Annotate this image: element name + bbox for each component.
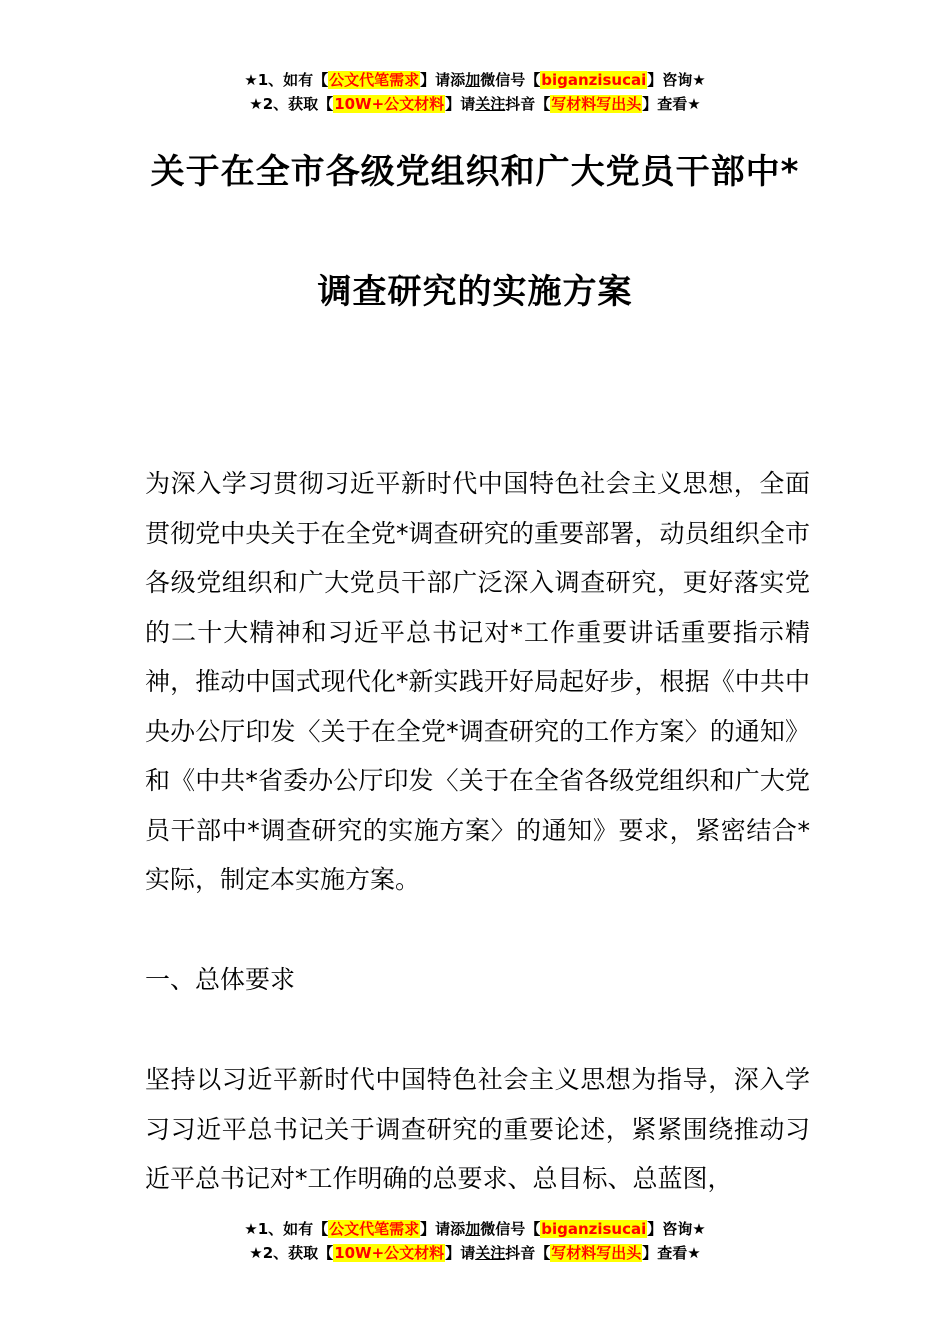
banner-text: 】查看★ xyxy=(642,95,701,113)
banner-line-2 xyxy=(0,1241,950,1265)
banner-text: 抖音【 xyxy=(505,95,551,113)
banner-text: 】请添 xyxy=(420,71,466,89)
banner-text: ★1、如有【 xyxy=(244,1220,329,1238)
document-title-line-1: 关于在全市各级党组织和广大党员干部中* xyxy=(150,152,800,192)
banner-underlined-text: 关注 xyxy=(475,95,506,113)
banner-text: 】查看★ xyxy=(642,1244,701,1262)
banner-text: 】请添 xyxy=(420,1220,466,1238)
banner-highlight: 公文代笔需求 xyxy=(329,1220,420,1238)
banner-highlight-wechat-id: biganzisucai xyxy=(541,71,647,89)
banner-text: 】咨询★ xyxy=(647,71,706,89)
footer-banner xyxy=(0,1217,950,1265)
banner-text: 微信号【 xyxy=(480,1220,541,1238)
header-banner xyxy=(0,68,950,116)
banner-underlined-text: 加 xyxy=(465,71,481,89)
banner-line-2 xyxy=(0,92,950,116)
banner-underlined-text: 关注 xyxy=(475,1244,506,1262)
banner-highlight-douyin-id: 写材料写出头 xyxy=(551,95,642,113)
banner-highlight-douyin-id: 写材料写出头 xyxy=(551,1244,642,1262)
document-title-line-2: 调查研究的实施方案 xyxy=(317,272,633,312)
banner-highlight: 公文代笔需求 xyxy=(329,71,420,89)
body-paragraph-1: 为深入学习贯彻习近平新时代中国特色社会主义思想，全面贯彻党中央关于在全党*调查研究的重要部署，动员组织全市各级党组织和广大党员干部广泛深入调查研究，更好落实党的二十大精神和习近平总书记对*工作重要讲话重要指示精神，推动中国式现代化*新实践开好局起好步，根据《中共中央办公厅印发〈关于在全党*调查研究的工作方案〉的通知》和《中共*省委办公厅印发〈关于在全省各级党组织和广大党员干部中*调查研究的实施方案〉的通知》要求，紧密结合*实际，制定本实施方案。 xyxy=(145,469,810,894)
banner-highlight-wechat-id: biganzisucai xyxy=(541,1220,647,1238)
banner-text: 抖音【 xyxy=(505,1244,551,1262)
banner-text: 】咨询★ xyxy=(647,1220,706,1238)
banner-highlight: 10W+公文材料 xyxy=(334,1244,445,1262)
banner-underlined-text: 加 xyxy=(465,1220,481,1238)
banner-text: 微信号【 xyxy=(480,71,541,89)
banner-text: 】请 xyxy=(445,1244,476,1262)
banner-line-1 xyxy=(0,68,950,92)
section-heading-1: 一、总体要求 xyxy=(145,965,296,994)
banner-text: 】请 xyxy=(445,95,476,113)
banner-highlight: 10W+公文材料 xyxy=(334,95,445,113)
body-paragraph-2: 坚持以习近平新时代中国特色社会主义思想为指导，深入学习习近平总书记关于调查研究的重要论述，紧紧围绕推动习近平总书记对*工作明确的总要求、总目标、总蓝图， xyxy=(145,1065,810,1193)
banner-text: ★1、如有【 xyxy=(244,71,329,89)
banner-text: ★2、获取【 xyxy=(249,95,334,113)
banner-line-1 xyxy=(0,1217,950,1241)
banner-text: ★2、获取【 xyxy=(249,1244,334,1262)
